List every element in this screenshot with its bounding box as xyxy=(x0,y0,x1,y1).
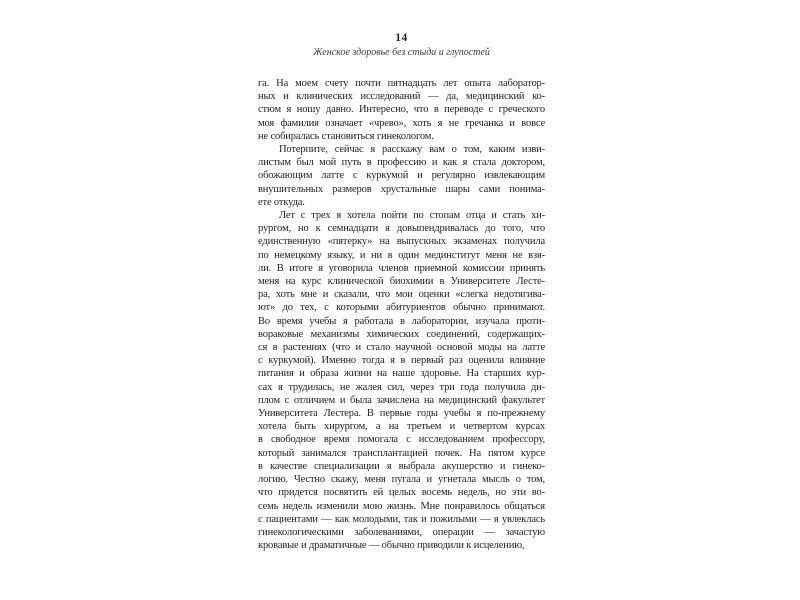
text-line: с куркумой). Именно тогда я в первый раз оценила влияние xyxy=(258,355,545,367)
text-line: моя фамилия означает «чрево», хоть я не гречанка и вовсе xyxy=(258,117,545,129)
text-line: листым был мой путь в профессию и как я стала доктором, xyxy=(258,157,545,169)
text-line: ют» до тех, с которыми абитуриентов обычно принимают. xyxy=(258,302,545,314)
text-line: обожающим латте с куркумой и регулярно извлекающим xyxy=(258,170,545,182)
text-line: стюм я ношу давно. Интересно, что в переводе с греческого xyxy=(258,104,545,116)
text-column xyxy=(258,32,545,552)
text-line: меня на курс клинической биохимии в Университете Лесте- xyxy=(258,276,545,288)
text-line: сах я трудилась, не жалея сил, через три года получила ди- xyxy=(258,381,545,393)
text-line: ра, хоть мне и сказали, что мои оценки «слегка недотягива- xyxy=(258,289,545,301)
text-line: ли. В итоге я уговорила членов приемной комиссии принять xyxy=(258,262,545,274)
text-line: внушительных размеров хрустальные шары сами понима- xyxy=(258,183,545,195)
text-line: не собиралась становиться гинекологом. xyxy=(258,130,434,142)
text-line: ся в растениях (что и стало научной основой моды на латте xyxy=(258,342,545,354)
text-line: с пациентами — как молодыми, так и пожилыми — я увлеклась xyxy=(258,513,545,525)
text-line: по немецкому языку, и ни в один мединститут меня не взя- xyxy=(258,249,545,261)
text-line: гинекологическими заболеваниями, операции — зачастую xyxy=(258,526,545,538)
text-line: в качестве специализации я выбрала акушерство и гинеко- xyxy=(258,460,545,472)
paragraph xyxy=(258,143,545,209)
text-line: семь недель изменили мою жизнь. Мне понравилось общаться xyxy=(258,500,545,512)
running-header: Женское здоровье без стыда и глупостей xyxy=(313,47,490,58)
text-line: кровавые и драматичные — обычно приводили к исцелению, xyxy=(258,540,525,552)
paragraph xyxy=(258,209,545,552)
paragraph xyxy=(258,77,545,143)
text-line: который занимался трансплантацией почек. На пятом курсе xyxy=(258,447,545,459)
text-line: что придется посвятить ей целых восемь недель, но эти во- xyxy=(258,487,545,499)
text-line: ных и клинических исследований — да, медицинский ко- xyxy=(258,91,545,103)
text-line: Университета Лестера. В первые годы учебы я по-прежнему xyxy=(258,408,545,420)
text-line: питания и образа жизни на наше здоровье. На старших кур- xyxy=(258,368,545,380)
text-line: Потерпите, сейчас я расскажу вам о том, каким изви- xyxy=(279,144,545,156)
text-line: в свободное время помогала с исследованием профессору, xyxy=(258,434,545,446)
text-line: Лет с трех я хотела пойти по стопам отца и стать хи- xyxy=(279,210,545,222)
text-line: га. На моем счету почти пятнадцать лет опыта лаборатор- xyxy=(258,78,545,89)
page-body xyxy=(258,77,545,552)
text-line: единственную «пятерку» на выпускных экзаменах получила xyxy=(258,236,545,248)
text-line: логию. Честно скажу, меня пугала и угнетала мысль о том, xyxy=(258,474,545,486)
text-line: Во время учебы я работала в лаборатории, изучала проти- xyxy=(258,315,545,327)
page-number: 14 xyxy=(395,32,408,44)
text-line: хотела быть хирургом, а на третьем и четвертом курсах xyxy=(258,421,545,433)
text-line: плом с отличием и была зачислена на медицинский факультет xyxy=(258,394,545,406)
text-line: вораковые механизмы химических соединений, содержащих- xyxy=(258,328,545,340)
text-line: ете откуда. xyxy=(258,196,305,208)
text-line: рургом, но к семнадцати я довыпендривалась до того, что xyxy=(258,223,545,235)
